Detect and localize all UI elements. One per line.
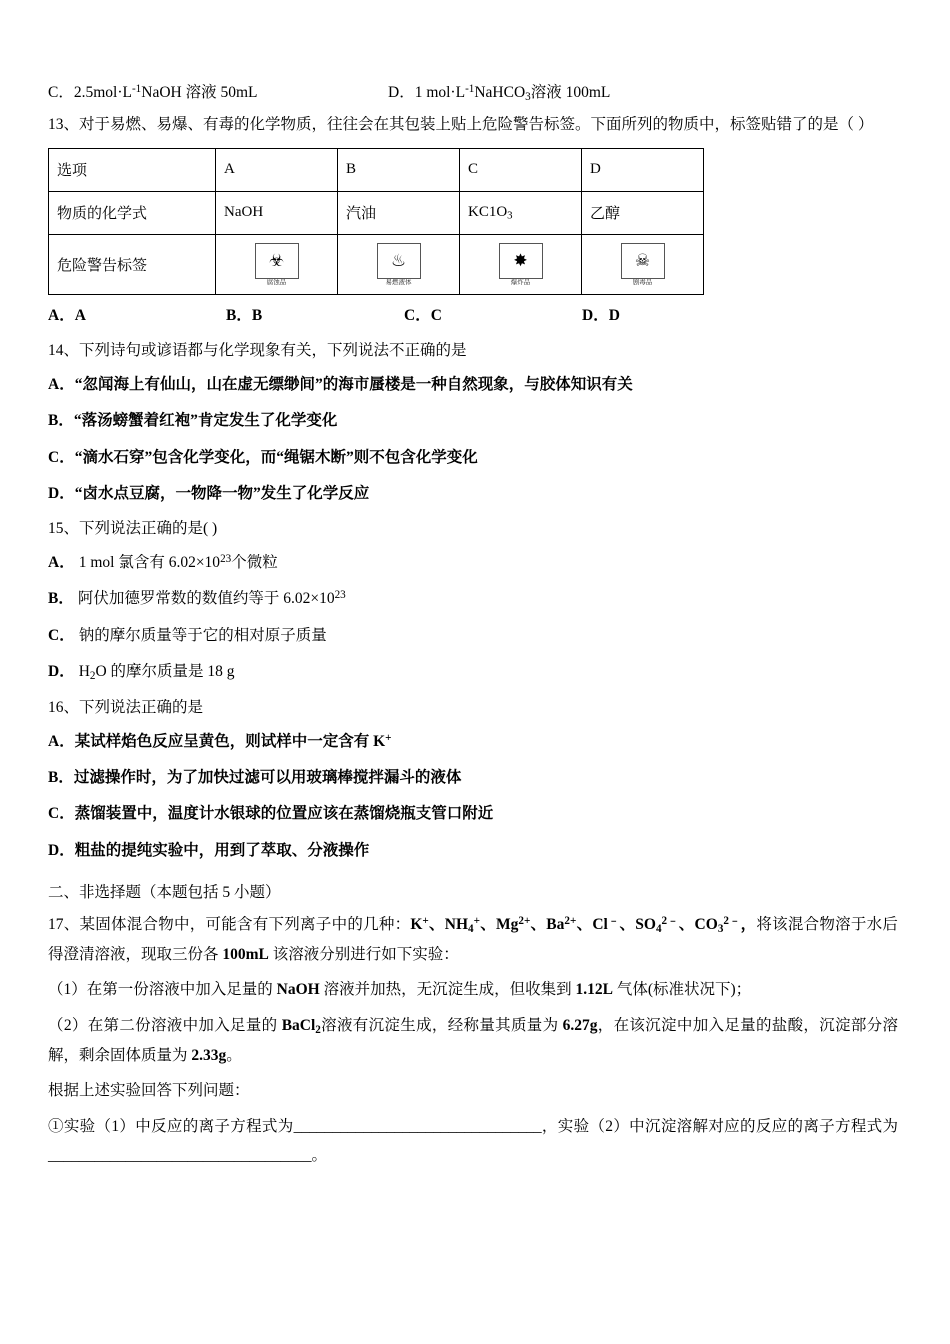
q14-option-c: C．“滴水石穿”包含化学变化，而“绳锯木断”则不包含化学变化 (48, 448, 478, 466)
q13-col-c: C (460, 148, 582, 191)
q15-option-d (48, 659, 898, 686)
q16-option-a: A．某试样焰色反应呈黄色，则试样中一定含有 K+ (48, 731, 392, 750)
q14-stem: 14、下列诗句或谚语都与化学现象有关，下列说法不正确的是 (48, 342, 467, 360)
q13-answer-d: D．D (582, 307, 620, 325)
q13-sign-b-caption: 易燃液体 (385, 278, 412, 286)
q13-stem: 13、对于易燃、易爆、有毒的化学物质，往往会在其包装上贴上危险警告标签。下面所列的物质中，标签贴错了的是（ ） (48, 115, 874, 133)
q15-option-a-sup: 23 (220, 553, 232, 566)
q16-option-b: B．过滤操作时，为了加快过滤可以用玻璃棒搅拌漏斗的液体 (48, 769, 462, 786)
q13-formula-a: NaOH (216, 191, 338, 234)
q14-option-a: A．“忽闻海上有仙山，山在虚无缥缈间”的海市蜃楼是一种自然现象，与胶体知识有关 (48, 375, 633, 393)
table-row (49, 234, 704, 295)
q15-stem: 15、下列说法正确的是( ) (48, 520, 218, 538)
q15-option-a (48, 550, 898, 576)
q17-ask: 根据上述实验回答下列问题： (48, 1082, 250, 1100)
q15-option-a-label: A． (48, 554, 75, 572)
q16-option-c: C．蒸馏装置中，温度计水银球的位置应该在蒸馏烧瓶支管口附近 (48, 805, 494, 823)
toxic-sign-icon: ☠ (621, 243, 665, 279)
q15-option-c (48, 623, 898, 649)
q15-option-d-text: $H_2O$ 的摩尔质量是 18 g (78, 663, 235, 682)
q14-option-b: B．“落汤螃蟹着红袍”肯定发生了化学变化 (48, 412, 338, 430)
table-row (49, 148, 704, 191)
q13-sign-c (460, 234, 582, 295)
q15-option-b-text: 阿伏加德罗常数的数值约等于 6.02×10 (77, 590, 335, 608)
table-row (49, 191, 704, 234)
q12-options-row (48, 80, 898, 103)
q15-option-a-tail: 个微粒 (231, 554, 278, 572)
q13-table (48, 148, 704, 296)
section2-title: 二、非选择题（本题包括 5 小题） (48, 884, 281, 902)
q17-exp2: （2）在第二份溶液中加入足量的 BaCl$_2$溶液有沉淀生成，经称量其质量为 6.27g，在该沉淀中加入足量的盐酸，沉淀部分溶解，剩余固体质量为 2.33g。 (48, 1016, 898, 1064)
q15-option-c-text: 钠的摩尔质量等于它的相对原子质量 (78, 626, 327, 644)
q13-sign-a (216, 234, 338, 295)
q13-answer-a: A．A (48, 307, 86, 325)
q16-stem: 16、下列说法正确的是 (48, 698, 204, 716)
q13-row-header-option: 选项 (49, 148, 216, 191)
q13-col-d: D (582, 148, 704, 191)
q13-row-header-sign: 危险警告标签 (49, 234, 216, 295)
q13-sign-d (582, 234, 704, 295)
q13-formula-b: 汽油 (338, 191, 460, 234)
q13-formula-c: $KC1O_3$ (460, 191, 582, 234)
q17-exp1: （1）在第一份溶液中加入足量的 NaOH 溶液并加热，无沉淀生成，但收集到 1.12L 气体(标准状况下)； (48, 981, 752, 999)
q15-option-b-label: B． (48, 590, 74, 608)
flammable-sign-icon: ♨ (377, 243, 421, 279)
q13-sign-b (338, 234, 460, 295)
q15-option-d-label: D． (48, 663, 75, 681)
q13-col-b: B (338, 148, 460, 191)
q12-option-d: D．1 $mol\cdot L^{-1}NaHCO_3$溶液 100mL (388, 82, 611, 103)
q15-option-b-sup: 23 (334, 589, 346, 602)
q15-option-b (48, 586, 898, 612)
q17-stem: 17、某固体混合物中，可能含有下列离子中的几种：K+、$NH_4^+$、$Mg^{2+}$、$Ba^{2+}$、Cl﹣、$SO_4^{2﹣}$、$CO_3^{2﹣}$，将该混合物溶于水后得澄清溶液，现取三份各 100mL 该溶液分别进行如下实验： (48, 915, 898, 963)
q13-answer-b: B．B (226, 307, 263, 325)
q17-sub1: ①实验（1）中反应的离子方程式为________________________________，实验（2）中沉淀溶解对应的反应的离子方程式为__________________________________。 (48, 1117, 898, 1165)
q13-sign-a-caption: 腐蚀品 (266, 278, 287, 286)
q15-option-c-label: C． (48, 626, 75, 644)
q14-option-d: D．“卤水点豆腐，一物降一物”发生了化学反应 (48, 484, 370, 502)
explosive-sign-icon: ✸ (499, 243, 543, 279)
q13-sign-c-caption: 爆炸品 (510, 278, 531, 286)
corrosive-sign-icon: ☣ (255, 243, 299, 279)
q13-answer-c: C．C (404, 307, 442, 325)
q15-option-a-text: 1 mol 氯含有 6.02×10 (78, 554, 221, 572)
q13-formula-d: 乙醇 (582, 191, 704, 234)
q13-row-header-formula: 物质的化学式 (49, 191, 216, 234)
q13-col-a: A (216, 148, 338, 191)
q13-answers (48, 303, 898, 325)
q13-sign-d-caption: 剧毒品 (632, 278, 653, 286)
q16-option-d: D．粗盐的提纯实验中，用到了萃取、分液操作 (48, 841, 370, 859)
q12-option-c: C．$2.5mol\cdot L^{-1}NaOH$ 溶液 50mL (48, 82, 258, 101)
